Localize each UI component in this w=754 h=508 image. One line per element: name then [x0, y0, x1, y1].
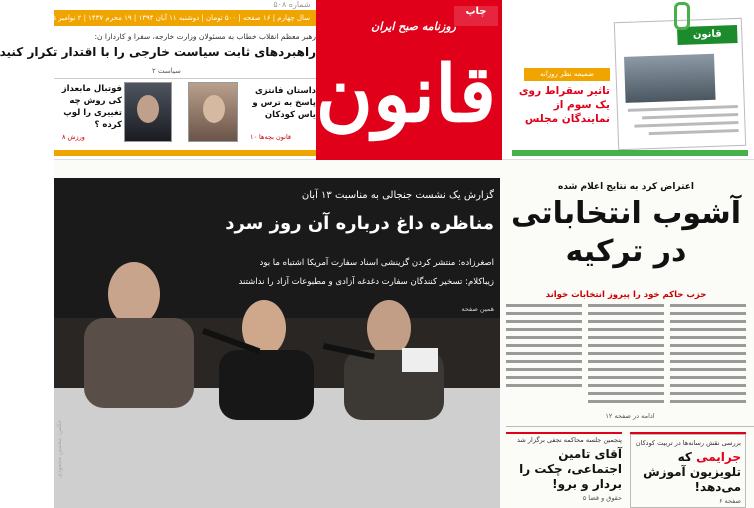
photo-story-quote-1: اصغرزاده: منتشر کردن گزینشی اسناد سفارت آمریکا اشتباه ما بود — [259, 258, 494, 268]
photo-story-headline[interactable]: مناظره داغ درباره آن روز سرد — [225, 213, 494, 234]
masthead-tagline: روزنامه صبح ایران — [371, 20, 456, 33]
divider — [54, 78, 316, 79]
divider — [506, 426, 754, 427]
main-story-body — [506, 304, 746, 412]
top-left-kicker: رهبر معظم انقلاب خطاب به مسئولان وزارت خارجه، سفرا و کاردارا ن: — [94, 32, 316, 41]
green-rule — [512, 150, 748, 156]
main-story-continue[interactable]: ادامه در صفحه ۱۲ — [605, 412, 655, 420]
story-football-section: ورزش ۸ — [62, 133, 85, 141]
story-fantasy-section: قانون بچه‌ها ۱۰ — [250, 133, 292, 141]
top-left-headline[interactable]: راهبردهای ثابت سیاست خارجی را با اقتدار تکرار کنید — [0, 45, 316, 59]
teaser-section: حقوق و قضا ۵ — [582, 494, 622, 502]
body-column-middle — [588, 304, 664, 412]
masthead-small-label: چاپ — [454, 6, 498, 26]
portrait-photo-woman — [188, 82, 238, 142]
story-fantasy[interactable]: داستان فانتزی پاسخ به ترس و یاس کودکان — [252, 86, 316, 120]
main-story-subhead: حزب حاکم خود را پیروز انتخابات خواند — [545, 290, 707, 300]
main-story-kicker: اعتراض کرد به نتایج اعلام شده — [558, 182, 694, 192]
teaser-children-tv-box — [630, 434, 746, 508]
photo-story-kicker: گزارش یک نشست جنجالی به مناسبت ۱۳ آبان — [301, 190, 494, 201]
teaser-headline: آقای تامین اجتماعی، چکت را بردار و برو! — [519, 447, 622, 491]
supplement-thumbnail[interactable] — [614, 18, 746, 150]
supplement-masthead: قانون — [677, 25, 738, 45]
teaser-kicker: پنجمین جلسه محاکمه نجفی برگزار شد — [516, 436, 622, 444]
teaser-headline: جرایمی که تلویزیون آموزش می‌دهد! — [643, 450, 741, 494]
teaser-kicker: بررسی نقش رسانه‌ها در تربیت کودکان — [635, 439, 741, 447]
portrait-photo-man — [124, 82, 172, 142]
supplement-photo — [624, 54, 716, 103]
photo-credit: عکس: محسن محمودی — [56, 420, 63, 479]
teaser-section: صفحه ۶ — [718, 497, 741, 505]
promo-tag: ضمیمه نظر روزانه — [524, 68, 610, 81]
photo-story-more[interactable]: همین صفحه — [461, 305, 494, 313]
photo-story-quote-2: زیباکلام: تسخیر کنندگان سفارت دغدغه آزادی و مطبوعات آزاد را نداشتند — [238, 277, 494, 287]
main-story-headline-line2[interactable]: در ترکیه — [565, 234, 687, 269]
main-story-headline-line1[interactable]: آشوب انتخاباتی — [510, 196, 741, 231]
paperclip-icon — [674, 2, 690, 30]
date-bar: سال چهارم | ۱۶ صفحه | ۵۰۰ تومان | دوشنبه ۱۱ آبان ۱۳۹۴ | ۱۹ محرم ۱۴۳۷ | ۲ نوامبر ۲۰۱۵ — [54, 10, 316, 26]
teaser-children-tv[interactable] — [630, 432, 746, 508]
promo-headline[interactable]: تاثیر سقراط روی یک سوم از نمایندگان مجلس — [518, 85, 610, 125]
teaser-trial[interactable] — [506, 432, 622, 508]
orange-rule — [54, 150, 316, 156]
top-left-section: سیاست ۲ — [152, 67, 181, 75]
story-football[interactable]: فوتبال مابعداز کی روش چه تغییری را لوپ کرده ؟ — [61, 84, 122, 130]
issue-number: شماره ۵۰۸ — [273, 0, 311, 9]
masthead-logo: قانون — [315, 49, 496, 140]
body-column-right — [670, 304, 746, 412]
body-column-left — [506, 304, 582, 412]
